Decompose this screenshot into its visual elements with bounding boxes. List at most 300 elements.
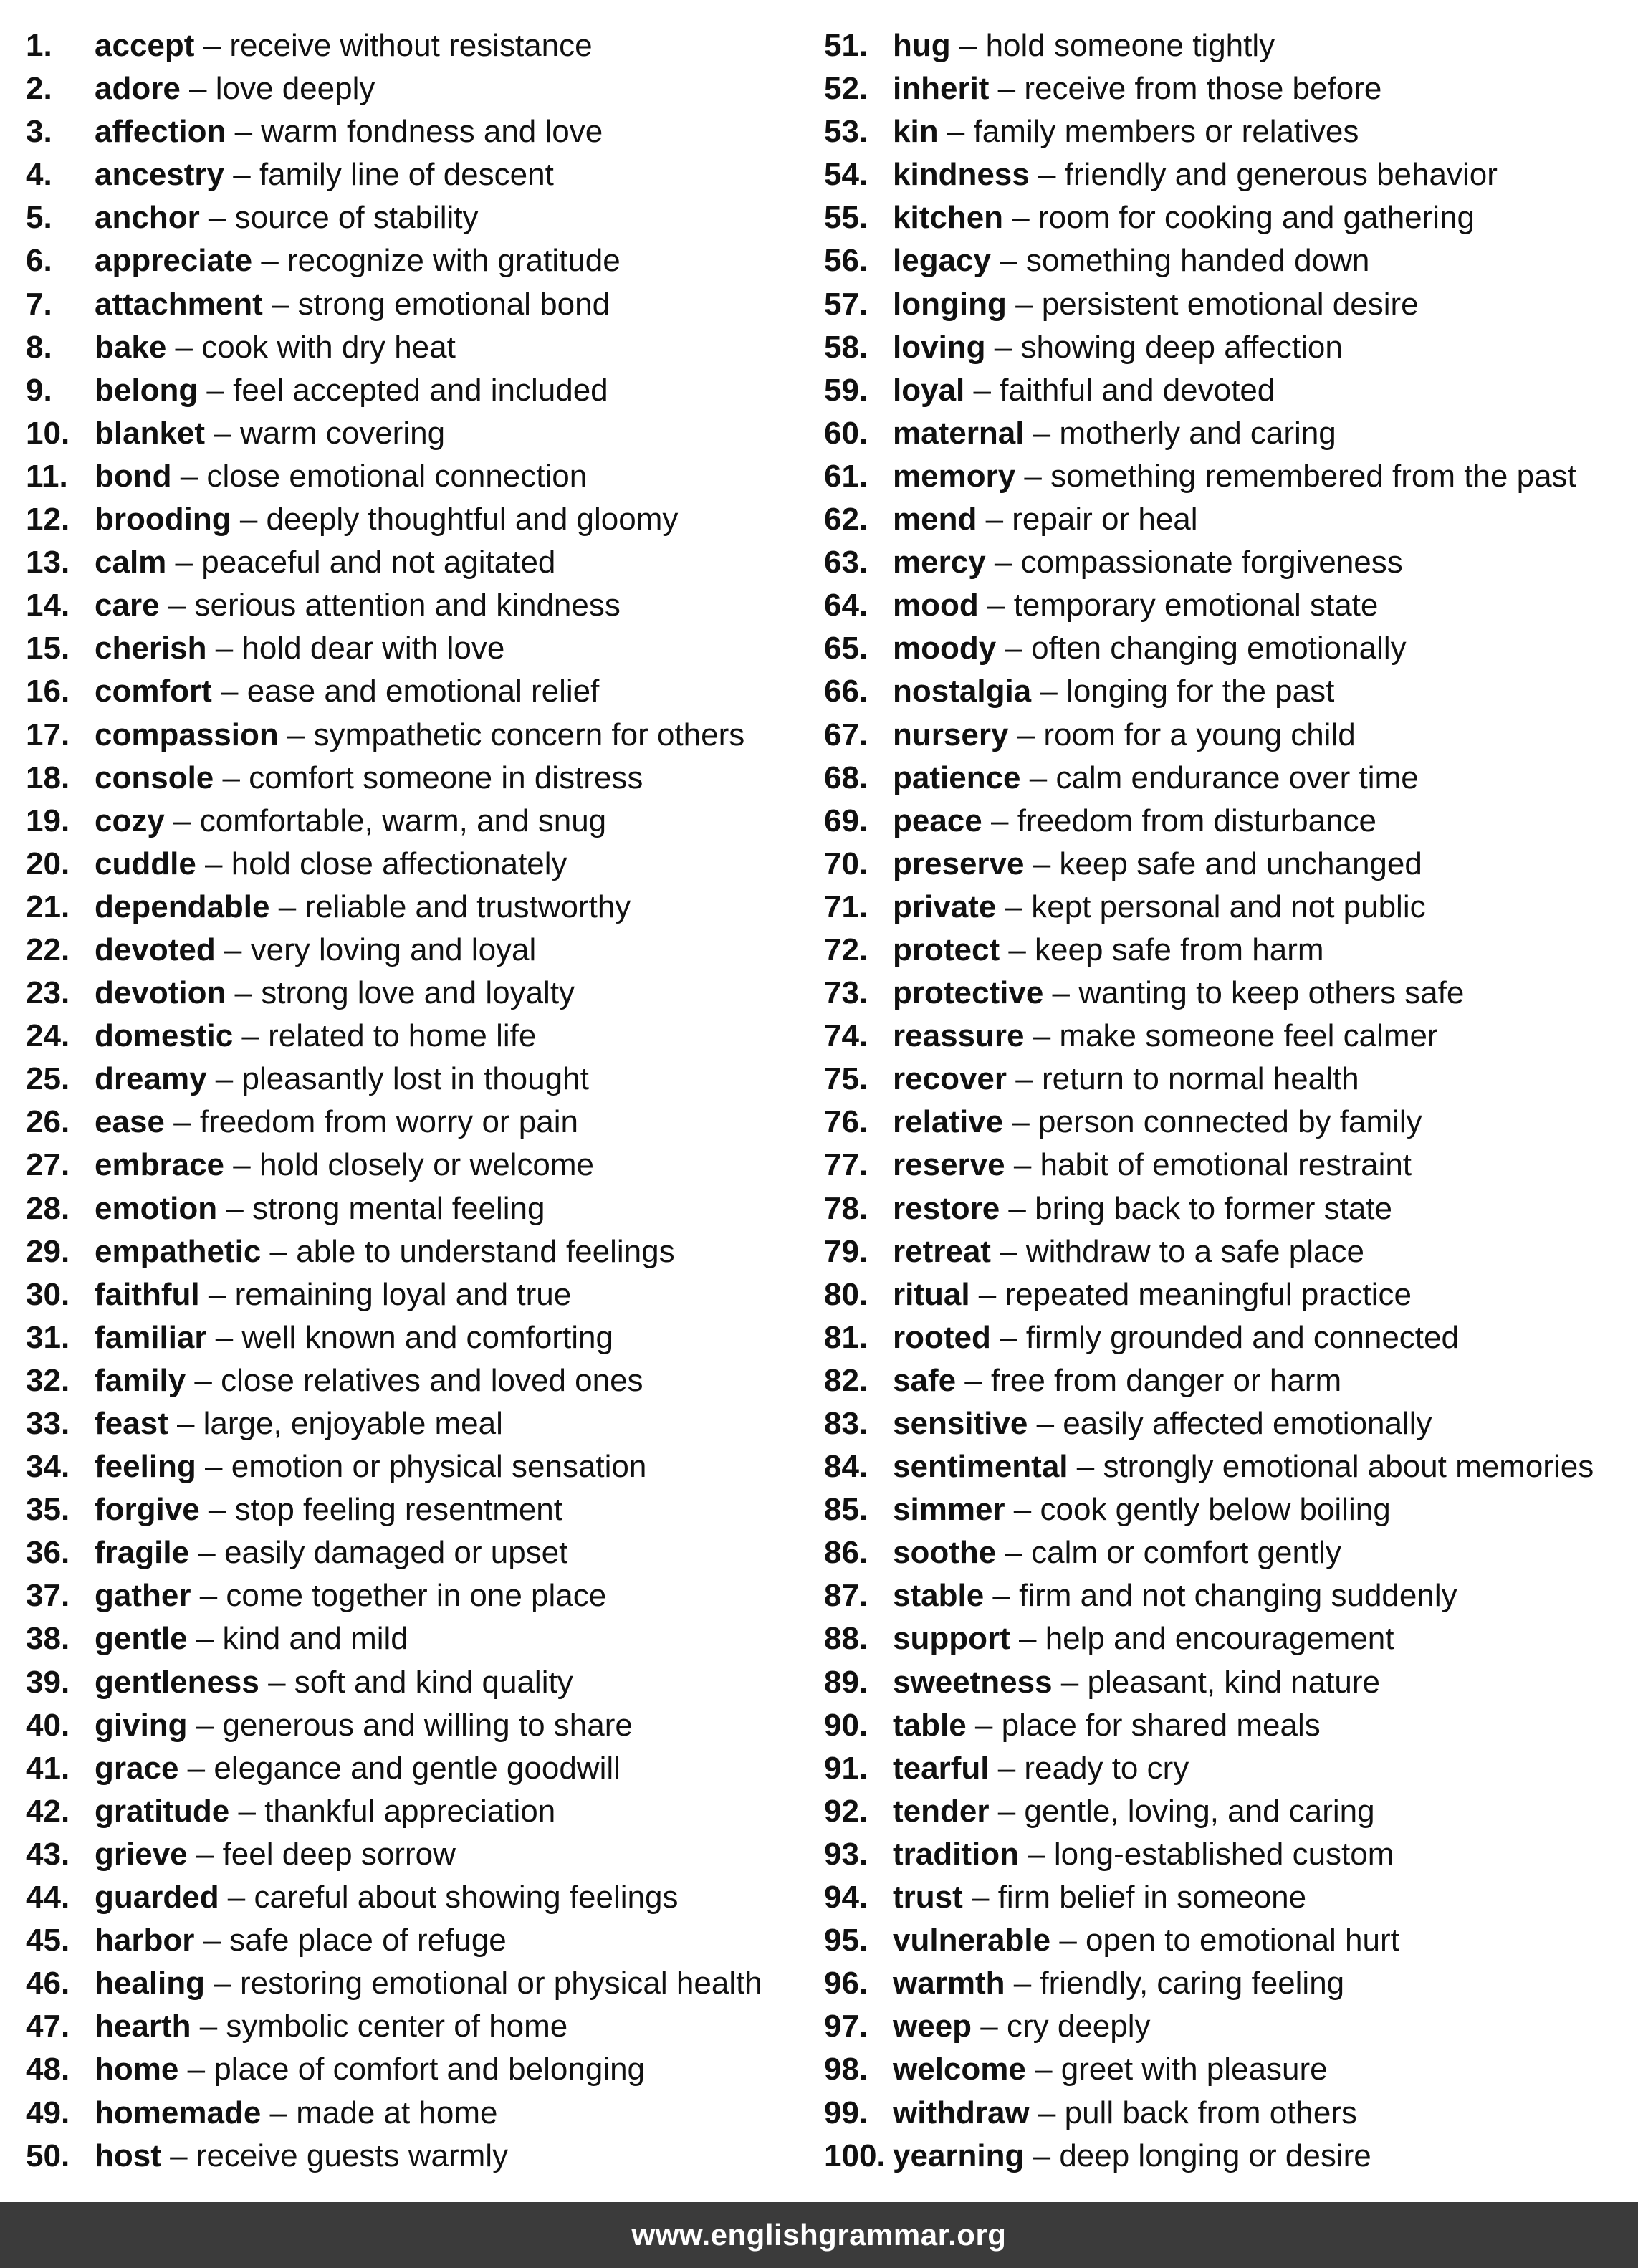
item-definition: large, enjoyable meal xyxy=(203,1406,503,1441)
list-item xyxy=(824,670,1627,713)
item-number: 85. xyxy=(824,1492,868,1528)
item-entry xyxy=(95,886,631,929)
item-word: protect xyxy=(893,932,1000,967)
item-separator: – xyxy=(1024,2138,1060,2173)
item-separator: – xyxy=(1018,1836,1054,1872)
item-definition: family members or relatives xyxy=(973,114,1359,150)
list-item xyxy=(824,972,1627,1015)
item-definition: keep safe from harm xyxy=(1035,932,1324,967)
item-separator: – xyxy=(1029,157,1065,193)
item-separator: – xyxy=(226,114,262,150)
item-separator: – xyxy=(161,2138,196,2173)
list-item xyxy=(26,1230,814,1273)
item-entry xyxy=(95,1445,646,1488)
item-word: gentle xyxy=(95,1621,188,1657)
item-entry xyxy=(893,1962,1344,2005)
list-item xyxy=(824,24,1627,67)
item-definition: warm fondness and love xyxy=(261,114,603,150)
item-number: 91. xyxy=(824,1750,868,1786)
item-number: 10. xyxy=(26,415,70,451)
item-number: 70. xyxy=(824,846,868,881)
list-item xyxy=(26,412,814,455)
item-word: cuddle xyxy=(95,846,196,881)
item-number: 69. xyxy=(824,803,868,838)
item-definition: freedom from disturbance xyxy=(1017,803,1377,838)
item-separator: – xyxy=(187,1707,223,1743)
item-separator: – xyxy=(990,1319,1026,1355)
item-definition: emotion or physical sensation xyxy=(231,1449,647,1485)
item-word: warmth xyxy=(893,1966,1005,2001)
item-number: 27. xyxy=(26,1147,70,1183)
item-definition: hold someone tightly xyxy=(985,28,1275,63)
item-definition: bring back to former state xyxy=(1035,1190,1392,1226)
item-number: 82. xyxy=(824,1362,868,1398)
item-entry xyxy=(95,2092,498,2135)
list-item xyxy=(824,1230,1627,1273)
item-entry xyxy=(893,1445,1594,1488)
item-definition: firm belief in someone xyxy=(997,1880,1307,1915)
item-separator: – xyxy=(1031,674,1067,709)
item-number: 39. xyxy=(26,1664,70,1700)
item-definition: freedom from worry or pain xyxy=(199,1104,578,1140)
item-separator: – xyxy=(189,1535,224,1571)
item-definition: generous and willing to share xyxy=(222,1707,633,1743)
item-definition: open to emotional hurt xyxy=(1086,1923,1399,1958)
item-word: reassure xyxy=(893,1018,1025,1054)
item-separator: – xyxy=(206,631,242,666)
word-list-left-column xyxy=(26,24,814,2178)
item-word: vulnerable xyxy=(893,1923,1051,1958)
item-number: 55. xyxy=(824,200,868,236)
item-separator: – xyxy=(187,1836,223,1872)
item-number: 34. xyxy=(26,1449,70,1485)
item-entry xyxy=(893,110,1359,153)
list-item xyxy=(824,2005,1627,2048)
item-definition: help and encouragement xyxy=(1045,1621,1394,1657)
item-separator: – xyxy=(972,2009,1007,2044)
item-word: hearth xyxy=(95,2009,191,2044)
item-entry xyxy=(893,2048,1328,2091)
item-definition: careful about showing feelings xyxy=(254,1880,679,1915)
item-separator: – xyxy=(168,1406,203,1441)
item-word: loving xyxy=(893,329,986,365)
item-word: relative xyxy=(893,1104,1004,1140)
item-word: weep xyxy=(893,2009,972,2044)
item-separator: – xyxy=(1000,1190,1035,1226)
item-word: grieve xyxy=(95,1836,188,1872)
item-entry xyxy=(893,1316,1459,1359)
item-number: 77. xyxy=(824,1147,868,1183)
item-entry xyxy=(893,1488,1391,1531)
item-definition: strongly emotional about memories xyxy=(1103,1449,1594,1485)
item-word: guarded xyxy=(95,1880,219,1915)
item-number: 46. xyxy=(26,1966,70,2001)
item-definition: greet with pleasure xyxy=(1060,2052,1328,2087)
item-number: 54. xyxy=(824,157,868,193)
item-word: domestic xyxy=(95,1018,234,1054)
item-separator: – xyxy=(194,1923,230,1958)
item-definition: repair or heal xyxy=(1012,502,1198,537)
item-word: table xyxy=(893,1707,967,1743)
item-number: 62. xyxy=(824,502,868,537)
item-word: embrace xyxy=(95,1147,225,1183)
item-entry xyxy=(95,972,575,1015)
item-word: devotion xyxy=(95,975,226,1011)
list-item xyxy=(26,1704,814,1747)
list-item xyxy=(26,1876,814,1919)
item-separator: – xyxy=(950,28,986,63)
item-definition: able to understand feelings xyxy=(296,1233,675,1269)
item-definition: family line of descent xyxy=(259,157,554,193)
list-item xyxy=(26,1187,814,1230)
item-number: 11. xyxy=(26,458,68,494)
item-separator: – xyxy=(1020,760,1056,795)
item-word: private xyxy=(893,889,997,924)
item-entry xyxy=(95,1488,562,1531)
list-item xyxy=(26,1919,814,1962)
item-entry xyxy=(893,369,1275,412)
item-word: dreamy xyxy=(95,1061,207,1097)
item-number: 33. xyxy=(26,1406,70,1441)
item-number: 49. xyxy=(26,2095,70,2130)
item-entry xyxy=(893,1531,1341,1574)
item-separator: – xyxy=(1006,286,1042,322)
list-item xyxy=(824,2048,1627,2091)
item-definition: hold close affectionately xyxy=(231,846,567,881)
item-definition: safe place of refuge xyxy=(229,1923,507,1958)
item-separator: – xyxy=(196,846,231,881)
item-number: 76. xyxy=(824,1104,868,1140)
item-word: calm xyxy=(95,545,167,580)
item-definition: make someone feel calmer xyxy=(1059,1018,1438,1054)
list-item xyxy=(26,498,814,541)
list-item xyxy=(26,1488,814,1531)
list-item xyxy=(824,1574,1627,1617)
list-item xyxy=(26,2005,814,2048)
item-word: preserve xyxy=(893,846,1025,881)
list-item xyxy=(26,196,814,239)
item-definition: wanting to keep others safe xyxy=(1078,975,1465,1011)
item-definition: repeated meaningful practice xyxy=(1005,1276,1412,1312)
item-definition: hold closely or welcome xyxy=(259,1147,595,1183)
item-word: support xyxy=(893,1621,1010,1657)
item-word: tender xyxy=(893,1793,990,1829)
item-definition: made at home xyxy=(296,2095,498,2130)
item-word: mercy xyxy=(893,545,986,580)
item-definition: restoring emotional or physical health xyxy=(239,1966,762,2001)
item-entry xyxy=(95,1144,594,1187)
item-definition: habit of emotional restraint xyxy=(1040,1147,1412,1183)
item-number: 65. xyxy=(824,631,868,666)
list-item xyxy=(824,714,1627,757)
item-entry xyxy=(95,800,606,843)
item-number: 51. xyxy=(824,28,868,63)
item-number: 29. xyxy=(26,1233,70,1269)
item-separator: – xyxy=(159,588,195,623)
item-entry xyxy=(95,1661,573,1704)
item-number: 5. xyxy=(26,200,52,236)
item-number: 67. xyxy=(824,717,868,752)
list-item xyxy=(26,670,814,713)
item-definition: faithful and devoted xyxy=(1000,372,1275,408)
item-entry xyxy=(893,886,1426,929)
item-definition: source of stability xyxy=(234,200,479,236)
item-entry xyxy=(95,110,603,153)
item-separator: – xyxy=(966,1707,1002,1743)
list-item xyxy=(824,1316,1627,1359)
list-item xyxy=(26,1402,814,1445)
item-separator: – xyxy=(178,2052,214,2087)
item-separator: – xyxy=(1024,846,1060,881)
item-definition: person connected by family xyxy=(1038,1104,1422,1140)
list-item xyxy=(26,757,814,800)
item-entry xyxy=(95,757,643,800)
item-definition: place for shared meals xyxy=(1001,1707,1321,1743)
item-definition: strong mental feeling xyxy=(252,1190,545,1226)
item-separator: – xyxy=(205,1966,240,2001)
item-definition: easily affected emotionally xyxy=(1063,1406,1432,1441)
list-item xyxy=(26,1790,814,1833)
item-entry xyxy=(95,1919,507,1962)
item-entry xyxy=(95,369,608,412)
item-entry xyxy=(95,1790,555,1833)
item-word: mood xyxy=(893,588,979,623)
list-item xyxy=(824,1919,1627,1962)
item-definition: gentle, loving, and caring xyxy=(1024,1793,1375,1829)
item-separator: – xyxy=(985,329,1021,365)
item-separator: – xyxy=(996,631,1032,666)
list-item xyxy=(26,1531,814,1574)
item-entry xyxy=(893,1747,1189,1790)
item-separator: – xyxy=(938,114,974,150)
item-entry xyxy=(893,1058,1359,1101)
item-entry xyxy=(95,283,610,326)
item-separator: – xyxy=(231,502,267,537)
list-item xyxy=(824,1876,1627,1919)
item-entry xyxy=(893,1617,1394,1660)
list-item xyxy=(26,843,814,886)
item-number: 94. xyxy=(824,1880,868,1915)
item-separator: – xyxy=(1024,415,1060,451)
item-definition: return to normal health xyxy=(1041,1061,1359,1097)
item-entry xyxy=(95,1617,408,1660)
item-entry xyxy=(893,714,1356,757)
item-word: legacy xyxy=(893,243,991,279)
item-number: 43. xyxy=(26,1836,70,1872)
item-word: ritual xyxy=(893,1276,970,1312)
item-word: devoted xyxy=(95,932,216,967)
item-definition: comfortable, warm, and snug xyxy=(199,803,607,838)
item-entry xyxy=(893,1919,1399,1962)
item-number: 81. xyxy=(824,1319,868,1355)
item-number: 16. xyxy=(26,674,70,709)
item-entry xyxy=(95,1704,633,1747)
item-number: 47. xyxy=(26,2009,70,2044)
item-definition: something handed down xyxy=(1025,243,1370,279)
item-word: forgive xyxy=(95,1492,200,1528)
item-number: 3. xyxy=(26,114,52,150)
item-entry xyxy=(95,1230,675,1273)
item-entry xyxy=(893,541,1403,584)
item-definition: firmly grounded and connected xyxy=(1025,1319,1459,1355)
item-number: 21. xyxy=(26,889,70,924)
list-item xyxy=(824,584,1627,627)
item-word: attachment xyxy=(95,286,263,322)
item-number: 13. xyxy=(26,545,70,580)
item-entry xyxy=(893,929,1324,972)
item-definition: warm covering xyxy=(239,415,446,451)
item-entry xyxy=(893,1833,1394,1876)
list-item xyxy=(26,369,814,412)
item-separator: – xyxy=(1005,1492,1040,1528)
item-entry xyxy=(893,326,1343,369)
item-definition: place of comfort and belonging xyxy=(214,2052,646,2087)
word-list-right-column xyxy=(824,24,1627,2178)
item-definition: pleasant, kind nature xyxy=(1087,1664,1381,1700)
item-entry xyxy=(893,1144,1412,1187)
item-word: sweetness xyxy=(893,1664,1053,1700)
item-separator: – xyxy=(206,1061,242,1097)
list-item xyxy=(824,929,1627,972)
item-definition: friendly and generous behavior xyxy=(1064,157,1498,193)
item-entry xyxy=(95,1574,606,1617)
item-number: 25. xyxy=(26,1061,70,1097)
list-item xyxy=(26,929,814,972)
item-separator: – xyxy=(1003,1104,1039,1140)
item-word: inherit xyxy=(893,71,990,107)
list-item xyxy=(26,541,814,584)
item-separator: – xyxy=(1028,1406,1063,1441)
item-definition: ease and emotional relief xyxy=(246,674,600,709)
item-word: affection xyxy=(95,114,226,150)
item-definition: deeply thoughtful and gloomy xyxy=(266,502,679,537)
item-separator: – xyxy=(984,1578,1020,1614)
item-separator: – xyxy=(1029,2095,1065,2130)
list-item xyxy=(26,1015,814,1058)
item-definition: cry deeply xyxy=(1006,2009,1151,2044)
item-entry xyxy=(95,1531,567,1574)
item-number: 15. xyxy=(26,631,70,666)
item-separator: – xyxy=(261,2095,297,2130)
item-entry xyxy=(95,498,678,541)
item-definition: longing for the past xyxy=(1066,674,1335,709)
item-number: 38. xyxy=(26,1621,70,1657)
item-word: sensitive xyxy=(893,1406,1028,1441)
item-number: 36. xyxy=(26,1535,70,1571)
item-number: 7. xyxy=(26,286,52,322)
item-definition: often changing emotionally xyxy=(1031,631,1407,666)
item-word: gather xyxy=(95,1578,191,1614)
item-separator: – xyxy=(985,545,1021,580)
item-number: 89. xyxy=(824,1664,868,1700)
item-entry xyxy=(893,2005,1151,2048)
item-number: 87. xyxy=(824,1578,868,1614)
item-separator: – xyxy=(215,932,251,967)
item-entry xyxy=(893,1876,1306,1919)
item-word: moody xyxy=(893,631,997,666)
list-item xyxy=(824,196,1627,239)
item-definition: well known and comforting xyxy=(241,1319,613,1355)
item-word: host xyxy=(95,2138,161,2173)
item-separator: – xyxy=(198,372,234,408)
item-number: 52. xyxy=(824,71,868,107)
item-word: bond xyxy=(95,458,172,494)
item-number: 44. xyxy=(26,1880,70,1915)
item-entry xyxy=(893,1574,1457,1617)
item-word: dependable xyxy=(95,889,270,924)
item-entry xyxy=(893,1230,1364,1273)
item-number: 71. xyxy=(824,889,868,924)
list-item xyxy=(824,110,1627,153)
footer-url[interactable]: www.englishgrammar.org xyxy=(631,2218,1007,2252)
item-separator: – xyxy=(1008,717,1044,752)
item-entry xyxy=(893,24,1275,67)
item-entry xyxy=(95,627,504,670)
list-item xyxy=(824,1445,1627,1488)
item-entry xyxy=(95,1962,762,2005)
item-separator: – xyxy=(989,1750,1025,1786)
item-number: 57. xyxy=(824,286,868,322)
item-definition: remaining loyal and true xyxy=(234,1276,572,1312)
item-word: healing xyxy=(95,1966,206,2001)
item-separator: – xyxy=(205,415,240,451)
item-number: 20. xyxy=(26,846,70,881)
item-word: gentleness xyxy=(95,1664,259,1700)
item-word: patience xyxy=(893,760,1021,795)
item-word: accept xyxy=(95,28,195,63)
item-number: 75. xyxy=(824,1061,868,1097)
list-item xyxy=(824,1058,1627,1101)
list-item xyxy=(824,1273,1627,1316)
item-number: 31. xyxy=(26,1319,70,1355)
item-separator: – xyxy=(199,1276,235,1312)
item-number: 80. xyxy=(824,1276,868,1312)
item-number: 40. xyxy=(26,1707,70,1743)
item-word: longing xyxy=(893,286,1007,322)
item-separator: – xyxy=(166,545,202,580)
item-definition: easily damaged or upset xyxy=(224,1535,568,1571)
item-separator: – xyxy=(1025,2052,1061,2087)
item-word: stable xyxy=(893,1578,985,1614)
list-item xyxy=(824,1617,1627,1660)
item-entry xyxy=(95,196,479,239)
item-number: 63. xyxy=(824,545,868,580)
item-entry xyxy=(95,24,593,67)
item-definition: recognize with gratitude xyxy=(287,243,621,279)
item-number: 17. xyxy=(26,717,70,752)
item-separator: – xyxy=(1050,1923,1086,1958)
item-definition: close relatives and loved ones xyxy=(221,1362,643,1398)
item-word: fragile xyxy=(95,1535,190,1571)
item-separator: – xyxy=(990,243,1026,279)
item-number: 96. xyxy=(824,1966,868,2001)
item-separator: – xyxy=(224,157,259,193)
item-word: tradition xyxy=(893,1836,1019,1872)
list-item xyxy=(26,326,814,369)
item-entry xyxy=(95,2048,645,2091)
item-separator: – xyxy=(1005,1966,1040,2001)
item-separator: – xyxy=(1052,1664,1088,1700)
item-separator: – xyxy=(171,458,207,494)
list-item xyxy=(26,1617,814,1660)
item-number: 1. xyxy=(26,28,52,63)
list-item xyxy=(824,67,1627,110)
item-definition: pleasantly lost in thought xyxy=(241,1061,589,1097)
item-definition: reliable and trustworthy xyxy=(305,889,631,924)
item-number: 24. xyxy=(26,1018,70,1054)
item-number: 28. xyxy=(26,1190,70,1226)
item-word: empathetic xyxy=(95,1233,262,1269)
